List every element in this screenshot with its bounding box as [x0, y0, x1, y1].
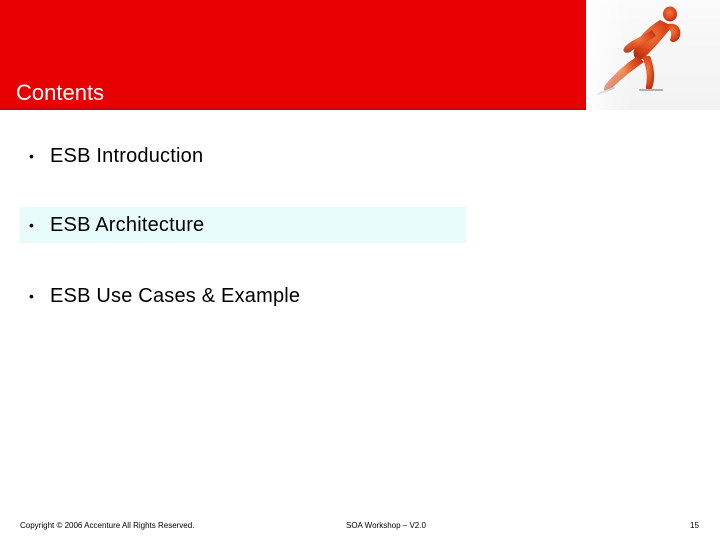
bullet-marker: • — [29, 288, 34, 304]
page-number: 15 — [690, 521, 699, 530]
footer-copyright: Copyright © 2006 Accenture All Rights Reserved. — [20, 521, 195, 530]
speed-skater-icon — [586, 0, 720, 110]
footer-workshop: SOA Workshop – V2.0 — [346, 521, 426, 530]
list-item-label: ESB Architecture — [50, 213, 205, 236]
slide-title: Contents — [16, 80, 105, 105]
list-item-label: ESB Use Cases & Example — [50, 284, 301, 307]
bullet-marker: • — [29, 217, 34, 233]
list-item-highlighted — [20, 207, 466, 243]
bullet-marker: • — [29, 148, 34, 164]
list-item-label: ESB Introduction — [50, 144, 204, 167]
list-item — [20, 278, 466, 314]
speed-skater-image — [586, 0, 720, 110]
list-item — [20, 138, 466, 174]
